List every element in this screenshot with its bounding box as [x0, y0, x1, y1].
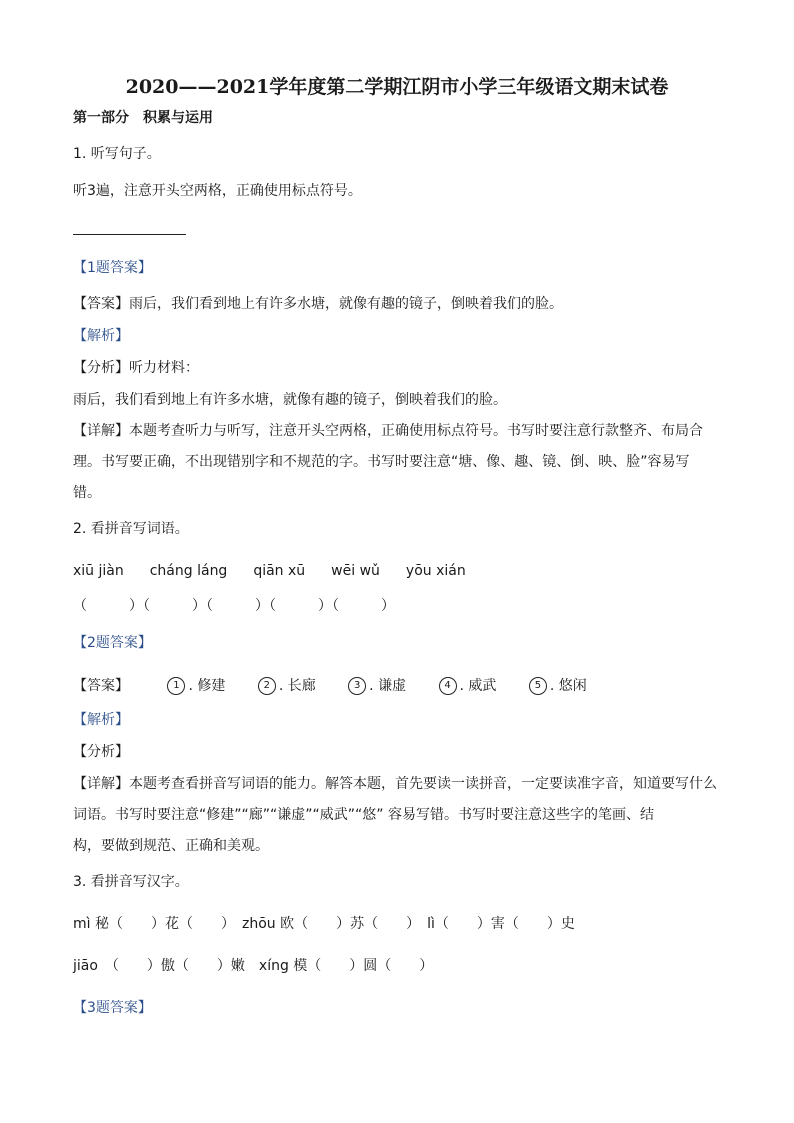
- section-heading: 第一部分 积累与运用: [73, 110, 213, 126]
- pinyin-item: cháng láng: [149, 563, 228, 579]
- detail-text: 本题考查看拼音写词语的能力。解答本题，首先要读一读拼音，一定要读准字音，知道要写什么: [129, 776, 717, 792]
- answer-text: 雨后，我们看到地上有许多水塘，就像有趣的镜子，倒映着我们的脸。: [129, 296, 563, 312]
- circled-number: 1: [167, 677, 185, 695]
- pinyin-item: wēi wǔ: [331, 563, 380, 579]
- q2-answer-tag: 【2题答案】: [73, 635, 152, 651]
- detail-label: 【详解】: [73, 776, 129, 792]
- answer-item: 2 . 长廊: [258, 676, 316, 696]
- pinyin-item: qiān xū: [253, 563, 306, 579]
- q2-brackets: （ ）（ ）（ ）（ ）（ ）: [73, 598, 395, 614]
- circled-number: 4: [439, 677, 457, 695]
- q1-detail-line-1: [73, 421, 703, 441]
- q3-row-1: mì 秘（ ）花（ ） zhōu 欧（ ）苏（ ） lì（ ）害（ ）史: [73, 916, 575, 932]
- q1-analysis-tag: 【解析】: [73, 328, 129, 344]
- q3-heading: 3. 看拼音写汉字。: [73, 874, 189, 890]
- detail-label: 【详解】: [73, 423, 129, 439]
- answer-label: 【答案】: [73, 296, 129, 312]
- q2-pinyin-row: [73, 561, 466, 581]
- fenxi-label: 【分析】: [73, 360, 129, 376]
- answer-item: 4 . 威武: [439, 676, 497, 696]
- q1-heading: 1. 听写句子。: [73, 146, 161, 162]
- q1-detail-line-3: 错。: [73, 485, 101, 501]
- q2-answer: [73, 676, 615, 696]
- q1-fenxi: [73, 358, 199, 378]
- detail-text: 本题考查听力与听写，注意开头空两格，正确使用标点符号。书写时要注意行款整齐、布局合: [129, 423, 703, 439]
- q3-answer-tag: 【3题答案】: [73, 1000, 152, 1016]
- answer-item: 1 . 修建: [167, 676, 225, 696]
- answer-label: 【答案】: [73, 678, 129, 694]
- q1-material: 雨后，我们看到地上有许多水塘，就像有趣的镜子，倒映着我们的脸。: [73, 392, 507, 408]
- q2-detail-line-1: [73, 774, 717, 794]
- pinyin-item: xiū jiàn: [73, 563, 124, 579]
- page-title: 2020——2021学年度第二学期江阴市小学三年级语文期末试卷: [125, 76, 669, 98]
- answer-item: 5 . 悠闲: [529, 676, 587, 696]
- q2-heading: 2. 看拼音写词语。: [73, 521, 189, 537]
- fenxi-text: 听力材料：: [129, 360, 199, 376]
- pinyin-item: yōu xián: [405, 563, 466, 579]
- answer-blank-line: [73, 234, 186, 235]
- q2-fenxi-label: 【分析】: [73, 744, 129, 760]
- q2-detail-line-2: 词语。书写时要注意“修建”“廊”“谦虚”“威武”“悠” 容易写错。书写时要注意这些字的笔画、结: [73, 807, 654, 823]
- q3-row-2: jiāo （ ）傲（ ）嫩 xíng 模（ ）圆（ ）: [73, 958, 434, 974]
- circled-number: 2: [258, 677, 276, 695]
- q1-instruction: 听3遍，注意开头空两格，正确使用标点符号。: [73, 183, 362, 199]
- q1-answer-tag: 【1题答案】: [73, 260, 152, 276]
- circled-number: 3: [348, 677, 366, 695]
- q1-detail-line-2: 理。书写要正确，不出现错别字和不规范的字。书写时要注意“塘、像、趣、镜、倒、映、脸”容易写: [73, 454, 690, 470]
- answer-item: 3 . 谦虚: [348, 676, 406, 696]
- q2-analysis-tag: 【解析】: [73, 712, 129, 728]
- q1-answer: [73, 294, 563, 314]
- q2-detail-line-3: 构，要做到规范、正确和美观。: [73, 838, 269, 854]
- circled-number: 5: [529, 677, 547, 695]
